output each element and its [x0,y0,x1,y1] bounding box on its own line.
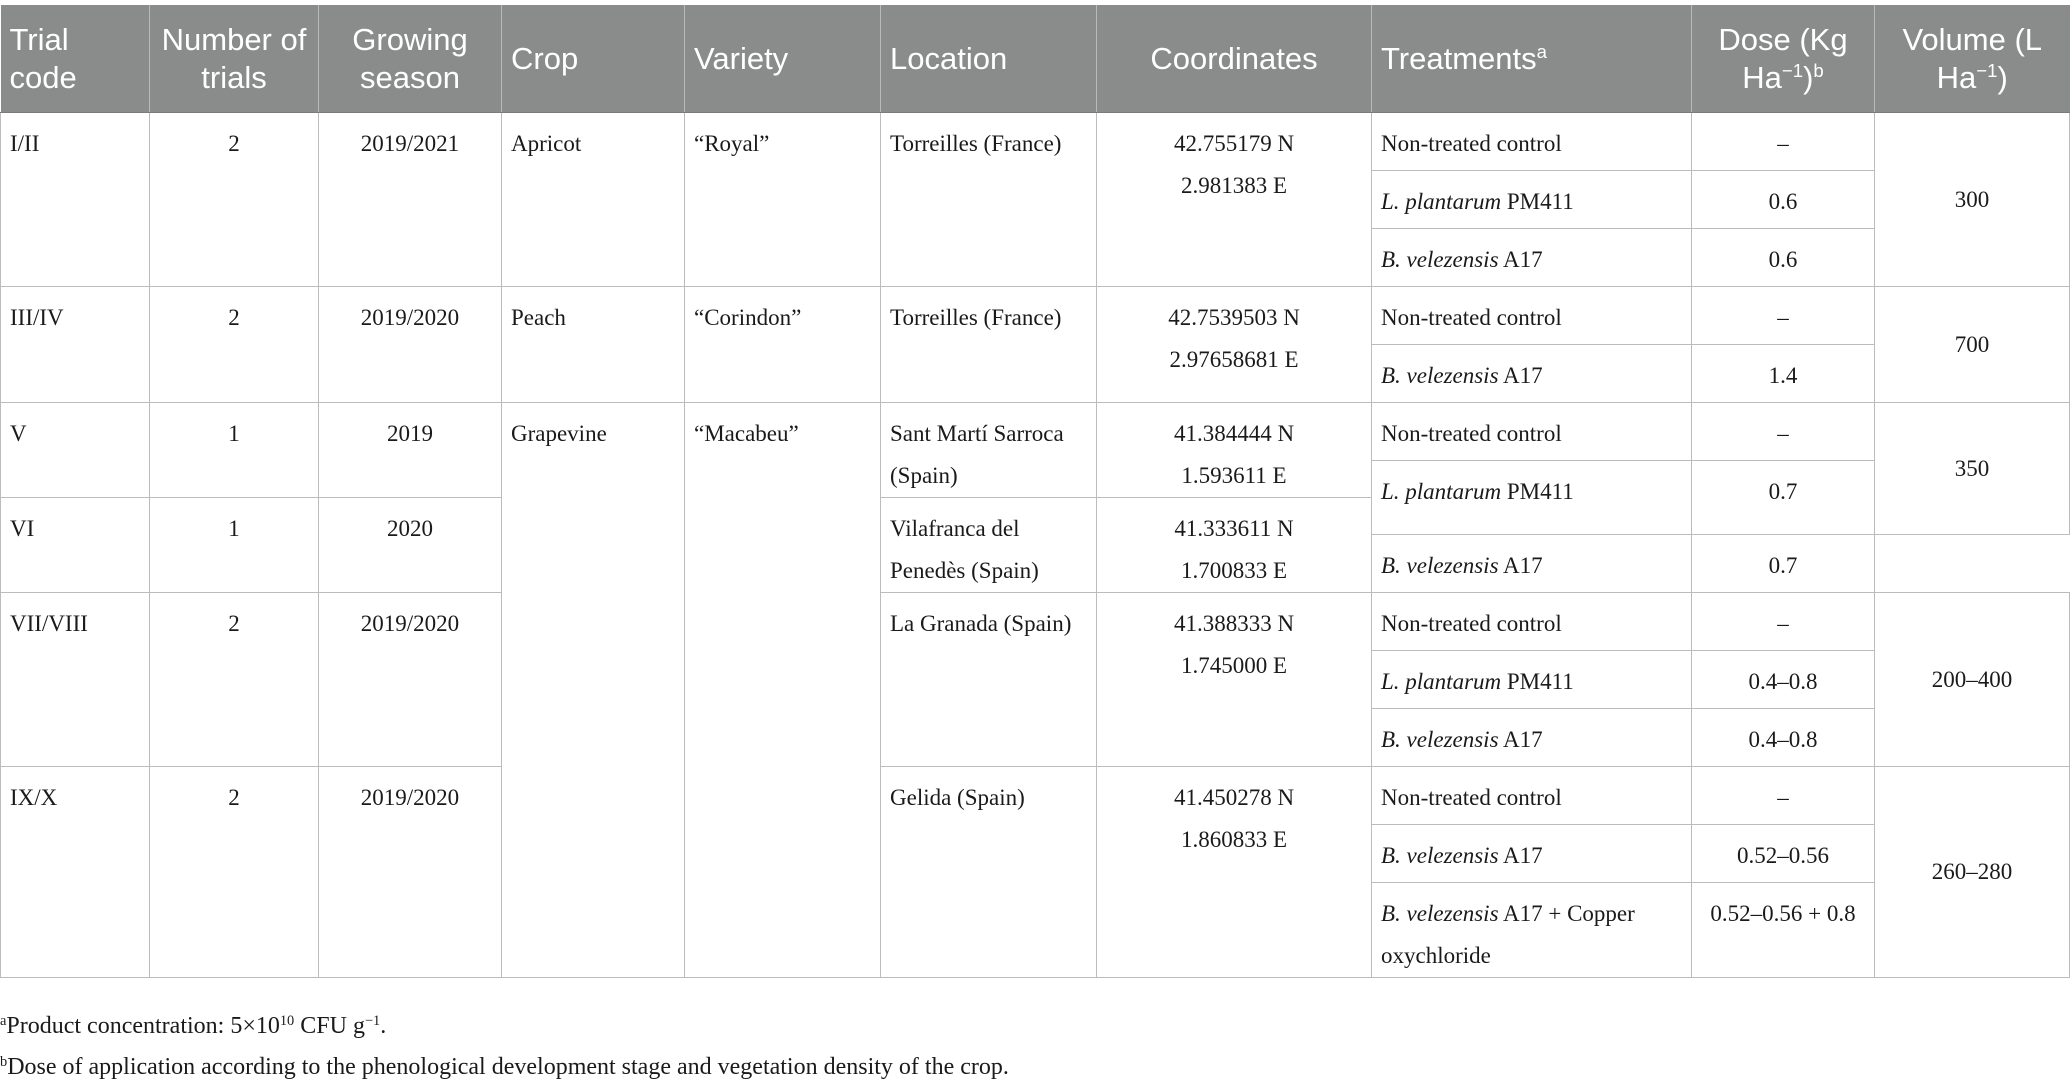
header-number-of-trials: Number of trials [150,5,319,113]
cell-number-of-trials: 2 [150,593,319,767]
species-name: B. velezensis [1381,363,1499,388]
cell-dose: – [1692,403,1875,461]
cell-dose: 1.4 [1692,345,1875,403]
footnote-b-mark: b [0,1054,8,1071]
cell-dose: 0.6 [1692,229,1875,287]
species-name: B. velezensis [1381,247,1499,272]
strain-name: A17 [1498,553,1543,578]
footnote-a-end: . [380,1013,387,1039]
latitude: 41.450278 N [1173,785,1295,810]
strain-name: PM411 [1501,669,1574,694]
species-name: L. plantarum [1381,479,1502,504]
cell-growing-season: 2020 [319,498,502,593]
cell-location: Gelida (Spain) [881,767,1097,978]
footnotes [0,1006,2070,1088]
strain-name: A17 [1498,247,1543,272]
cell-coordinates [1097,767,1372,978]
species-name: B. velezensis [1381,843,1499,868]
footnote-a-text: Product concentration: 5×10 [6,1013,280,1039]
cell-number-of-trials: 1 [150,403,319,498]
cell-treatment: Non-treated control [1372,767,1692,825]
strain-name: PM411 [1501,189,1574,214]
cell-volume: 350 [1875,403,2070,535]
cell-coordinates [1097,287,1372,403]
header-growing-season: Growing season [319,5,502,113]
cell-location: Sant Martí Sarroca (Spain) [881,403,1097,498]
header-volume-close: ) [1997,59,2008,95]
cell-number-of-trials: 2 [150,287,319,403]
cell-crop: Grapevine [502,403,685,978]
cell-growing-season: 2019/2020 [319,287,502,403]
cell-dose: – [1692,287,1875,345]
cell-coordinates [1097,403,1372,498]
cell-dose: 0.6 [1692,171,1875,229]
header-crop: Crop [502,5,685,113]
cell-treatment [1372,345,1692,403]
strain-name: A17 [1498,843,1543,868]
footnote-a [0,1006,2070,1047]
header-treatments-note: a [1536,41,1547,63]
table-row [1,113,2070,171]
table-row [1,767,2070,825]
cell-treatment [1372,883,1692,978]
footnote-b-text: Dose of application according to the phenological development stage and vegetation density of the crop. [7,1054,1009,1080]
longitude: 1.860833 E [1180,827,1288,852]
cell-treatment: Non-treated control [1372,403,1692,461]
cell-trial-code: III/IV [1,287,150,403]
cell-trial-code: I/II [1,113,150,287]
cell-crop: Peach [502,287,685,403]
longitude: 1.700833 E [1180,558,1288,583]
longitude: 1.745000 E [1180,653,1288,678]
species-name: L. plantarum [1381,669,1502,694]
cell-coordinates [1097,113,1372,287]
latitude: 42.7539503 N [1168,305,1300,330]
header-location: Location [881,5,1097,113]
footnote-a-mark: a [0,1013,7,1030]
species-name: L. plantarum [1381,189,1502,214]
cell-volume: 260–280 [1875,767,2070,978]
cell-dose: 0.52–0.56 [1692,825,1875,883]
header-trial-code: Trial code [1,5,150,113]
header-treatments [1372,5,1692,113]
cell-trial-code: VII/VIII [1,593,150,767]
table-row [1,287,2070,345]
cell-trial-code: VI [1,498,150,593]
cell-dose: 0.52–0.56 + 0.8 [1692,883,1875,978]
header-volume-exp: −1 [1976,60,1998,82]
cell-dose: – [1692,113,1875,171]
cell-treatment: Non-treated control [1372,287,1692,345]
latitude: 42.755179 N [1173,131,1295,156]
strain-name: A17 + Copper oxychloride [1381,901,1635,968]
header-row [1,5,2070,113]
header-dose-note: b [1813,60,1824,82]
species-name: B. velezensis [1381,901,1499,926]
strain-name: A17 [1498,727,1543,752]
header-coordinates: Coordinates [1097,5,1372,113]
cell-volume: 300 [1875,113,2070,287]
cell-treatment [1372,825,1692,883]
cell-growing-season: 2019/2021 [319,113,502,287]
table-container [0,5,2070,978]
cell-treatment: Non-treated control [1372,113,1692,171]
trials-table [0,5,2070,978]
cell-coordinates [1097,498,1372,593]
latitude: 41.333611 N [1174,516,1294,541]
cell-treatment: Non-treated control [1372,593,1692,651]
cell-variety: “Macabeu” [685,403,881,978]
cell-location: Torreilles (France) [881,287,1097,403]
cell-location: La Granada (Spain) [881,593,1097,767]
cell-crop: Apricot [502,113,685,287]
cell-treatment [1372,461,1692,535]
species-name: B. velezensis [1381,553,1499,578]
cell-treatment [1372,171,1692,229]
cell-coordinates [1097,593,1372,767]
header-dose-exp: −1 [1781,60,1804,82]
latitude: 41.384444 N [1173,421,1295,446]
cell-treatment [1372,651,1692,709]
cell-treatment [1372,709,1692,767]
header-dose-close: ) [1803,59,1814,95]
cell-treatment [1372,229,1692,287]
longitude: 2.97658681 E [1169,347,1299,372]
footnote-b [0,1047,2070,1088]
table-row [1,403,2070,461]
cell-variety: “Royal” [685,113,881,287]
longitude: 2.981383 E [1180,173,1288,198]
strain-name: PM411 [1501,479,1574,504]
header-treatments-label: Treatments [1381,40,1537,76]
cell-dose: 0.7 [1692,535,1875,593]
cell-dose: – [1692,593,1875,651]
header-dose-label: Dose (Kg Ha [1718,21,1848,95]
cell-trial-code: V [1,403,150,498]
cell-dose: 0.4–0.8 [1692,651,1875,709]
cell-dose: 0.7 [1692,461,1875,535]
footnote-a-unit-exponent: −1 [364,1013,381,1030]
cell-number-of-trials: 1 [150,498,319,593]
header-volume-label: Volume (L Ha [1902,21,2043,95]
footnote-a-exponent: 10 [279,1013,295,1030]
cell-variety: “Corindon” [685,287,881,403]
cell-number-of-trials: 2 [150,767,319,978]
latitude: 41.388333 N [1173,611,1295,636]
cell-growing-season: 2019 [319,403,502,498]
header-volume [1875,5,2070,113]
species-name: B. velezensis [1381,727,1499,752]
cell-volume: 700 [1875,287,2070,403]
cell-location: Torreilles (France) [881,113,1097,287]
header-dose [1692,5,1875,113]
cell-volume: 200–400 [1875,593,2070,767]
cell-dose: – [1692,767,1875,825]
header-variety: Variety [685,5,881,113]
cell-treatment [1372,535,1692,593]
strain-name: A17 [1498,363,1543,388]
cell-trial-code: IX/X [1,767,150,978]
cell-number-of-trials: 2 [150,113,319,287]
cell-dose: 0.4–0.8 [1692,709,1875,767]
longitude: 1.593611 E [1181,463,1287,488]
cell-growing-season: 2019/2020 [319,593,502,767]
footnote-a-text-unit: CFU g [294,1013,365,1039]
cell-growing-season: 2019/2020 [319,767,502,978]
table-row [1,593,2070,651]
cell-location: Vilafranca del Penedès (Spain) [881,498,1097,593]
